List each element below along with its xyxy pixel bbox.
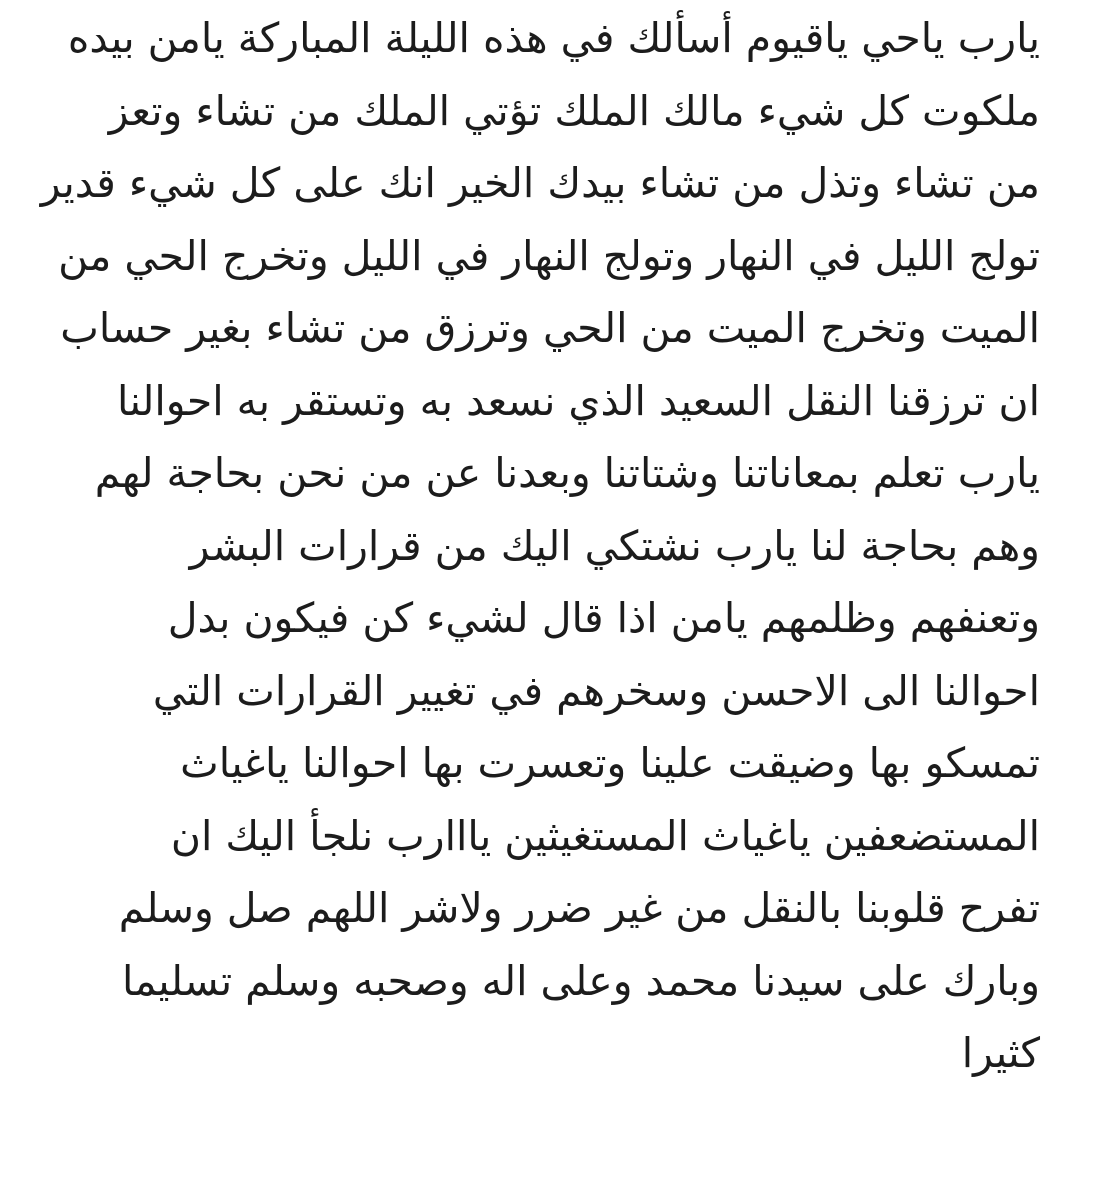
text-line: من تشاء وتذل من تشاء بيدك الخير انك على كل شيء قدير [40,159,1040,207]
text-line: تمسكو بها وضيقت علينا وتعسرت بها احوالنا ياغياث [180,739,1040,787]
text-line: يارب ياحي ياقيوم أسألك في هذه الليلة المباركة يامن بيده [67,14,1040,62]
note-body [40,0,1040,1090]
text-line: وتعنفهم وظلمهم يامن اذا قال لشيء كن فيكون بدل [167,594,1040,642]
text-line: وهم بحاجة لنا يارب نشتكي اليك من قرارات البشر [189,521,1040,570]
text-line: وبارك على سيدنا محمد وعلى اله وصحبه وسلم تسليما [121,956,1040,1005]
text-line: ان ترزقنا النقل السعيد الذي نسعد به وتستقر به احوالنا [116,376,1040,425]
text-line: تولج الليل في النهار وتولج النهار في الليل وتخرج الحي من [58,231,1040,280]
text-line: المستضعفين ياغياث المستغيثين يااارب نلجأ اليك ان [170,811,1040,860]
text-line: يارب تعلم بمعاناتنا وشتاتنا وبعدنا عن من نحن بحاجة لهم [94,449,1040,497]
text-line: الميت وتخرج الميت من الحي وترزق من تشاء بغير حساب [60,304,1040,352]
text-line: ملكوت كل شيء مالك الملك تؤتي الملك من تشاء وتعز [108,86,1040,135]
text-line: كثيرا [961,1029,1040,1077]
text-line: احوالنا الى الاحسن وسخرهم في تغيير القرارات التي [152,666,1040,715]
text-line: تفرح قلوبنا بالنقل من غير ضرر ولاشر اللهم صل وسلم [118,884,1040,932]
